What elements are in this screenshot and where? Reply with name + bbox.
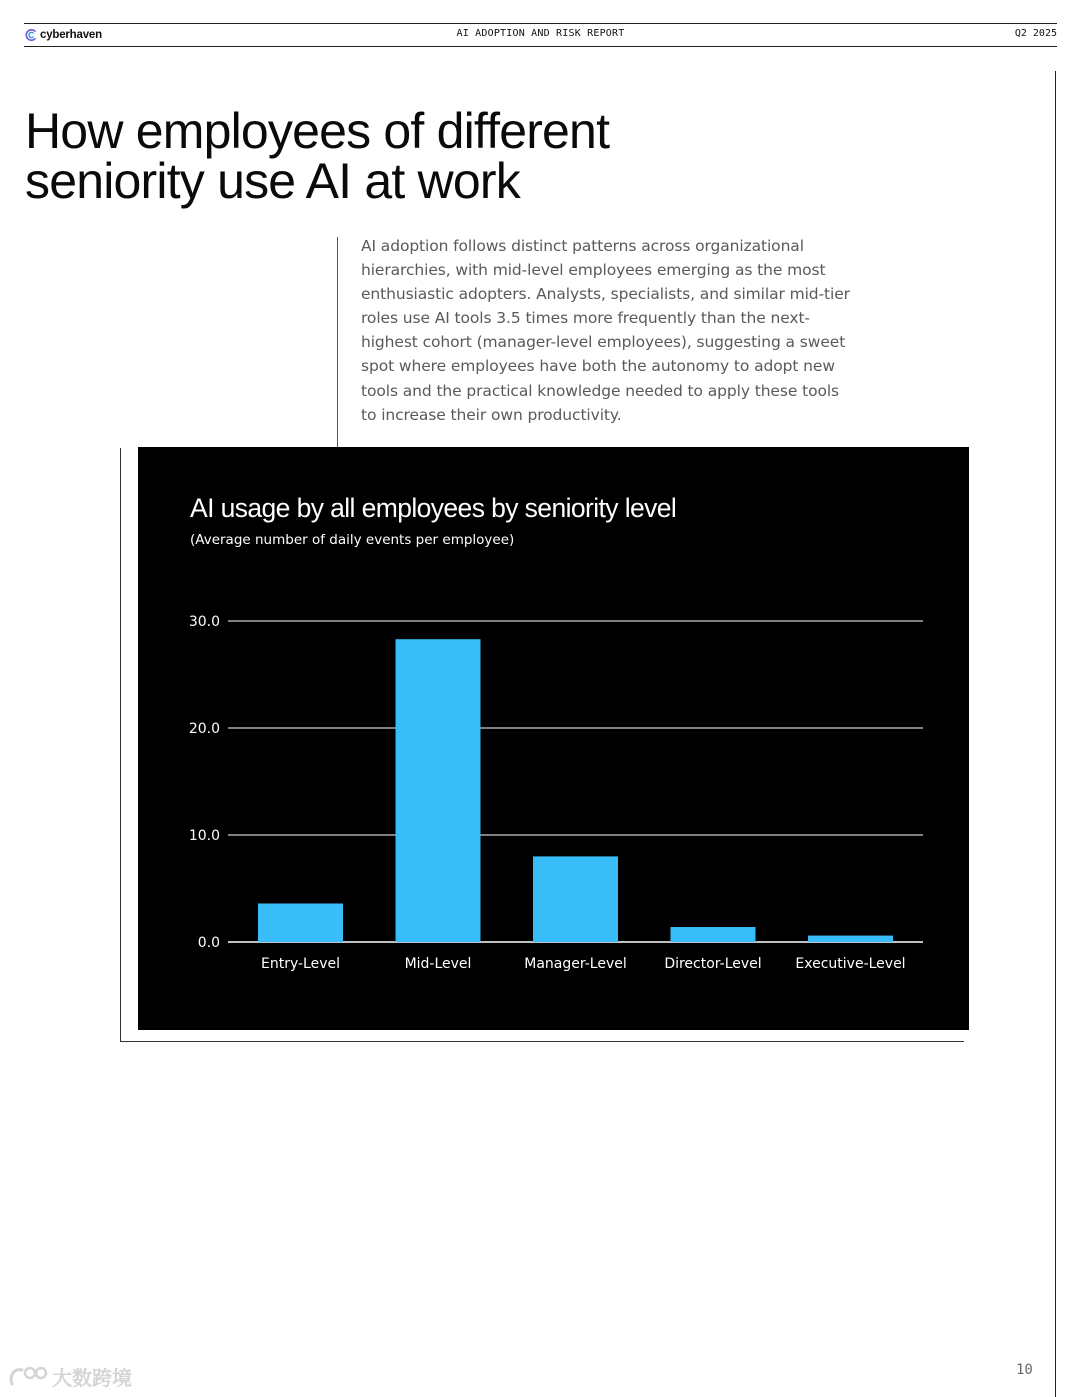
brand-name: cyberhaven: [40, 29, 102, 41]
watermark: [8, 1362, 132, 1391]
y-tick-label: 30.0: [188, 614, 220, 630]
x-axis-tick-labels: [261, 956, 906, 972]
chart-panel: [138, 447, 969, 1030]
y-tick-label: 20.0: [188, 721, 220, 737]
y-tick-label: 10.0: [188, 828, 220, 844]
x-tick-label: Mid-Level: [404, 956, 472, 972]
page-title-line-2: seniority use AI at work: [25, 153, 520, 209]
report-title: AI ADOPTION AND RISK REPORT: [456, 28, 625, 39]
page-title: [25, 103, 725, 209]
watermark-logo-icon: [8, 1364, 48, 1390]
bar-manager-level: [533, 856, 618, 942]
watermark-text: 大数跨境: [52, 1366, 132, 1390]
x-tick-label: Director-Level: [664, 956, 762, 972]
body-text: AI adoption follows distinct patterns across organizational hierarchies, with mid-level employees emerging as the most enthusiastic adopters. Analysts, specialists, and similar mid-tier roles use AI tools 3.5 times more frequently than the next-highest cohort (manager-level employees), suggesting a sweet spot where employees have both the autonomy to adopt new tools and the practical knowledge needed to apply these tools to increase their own productivity.: [361, 237, 850, 424]
page-right-rule: [1055, 71, 1056, 1397]
x-tick-label: Manager-Level: [524, 956, 627, 972]
report-period: Q2 2025: [1014, 28, 1057, 39]
bar-entry-level: [258, 903, 343, 942]
bar-executive-level: [808, 936, 893, 942]
y-tick-label: 0.0: [197, 935, 220, 951]
chart-frame-bottom: [120, 1041, 964, 1042]
bar-chart: [138, 447, 969, 1030]
x-tick-label: Executive-Level: [795, 956, 906, 972]
y-axis-tick-labels: [189, 614, 220, 951]
bar-mid-level: [396, 639, 481, 942]
bars: [258, 639, 893, 942]
bar-director-level: [671, 927, 756, 942]
page-number: 10: [1016, 1362, 1033, 1378]
chart-title: AI usage by all employees by seniority level: [190, 493, 677, 523]
page-title-line-1: How employees of different: [25, 103, 610, 159]
chart-frame-left: [120, 448, 121, 1042]
x-tick-label: Entry-Level: [260, 956, 341, 972]
chart-subtitle: (Average number of daily events per employee): [190, 532, 515, 548]
body-text-rule: [337, 237, 338, 447]
report-header: [24, 23, 1057, 47]
